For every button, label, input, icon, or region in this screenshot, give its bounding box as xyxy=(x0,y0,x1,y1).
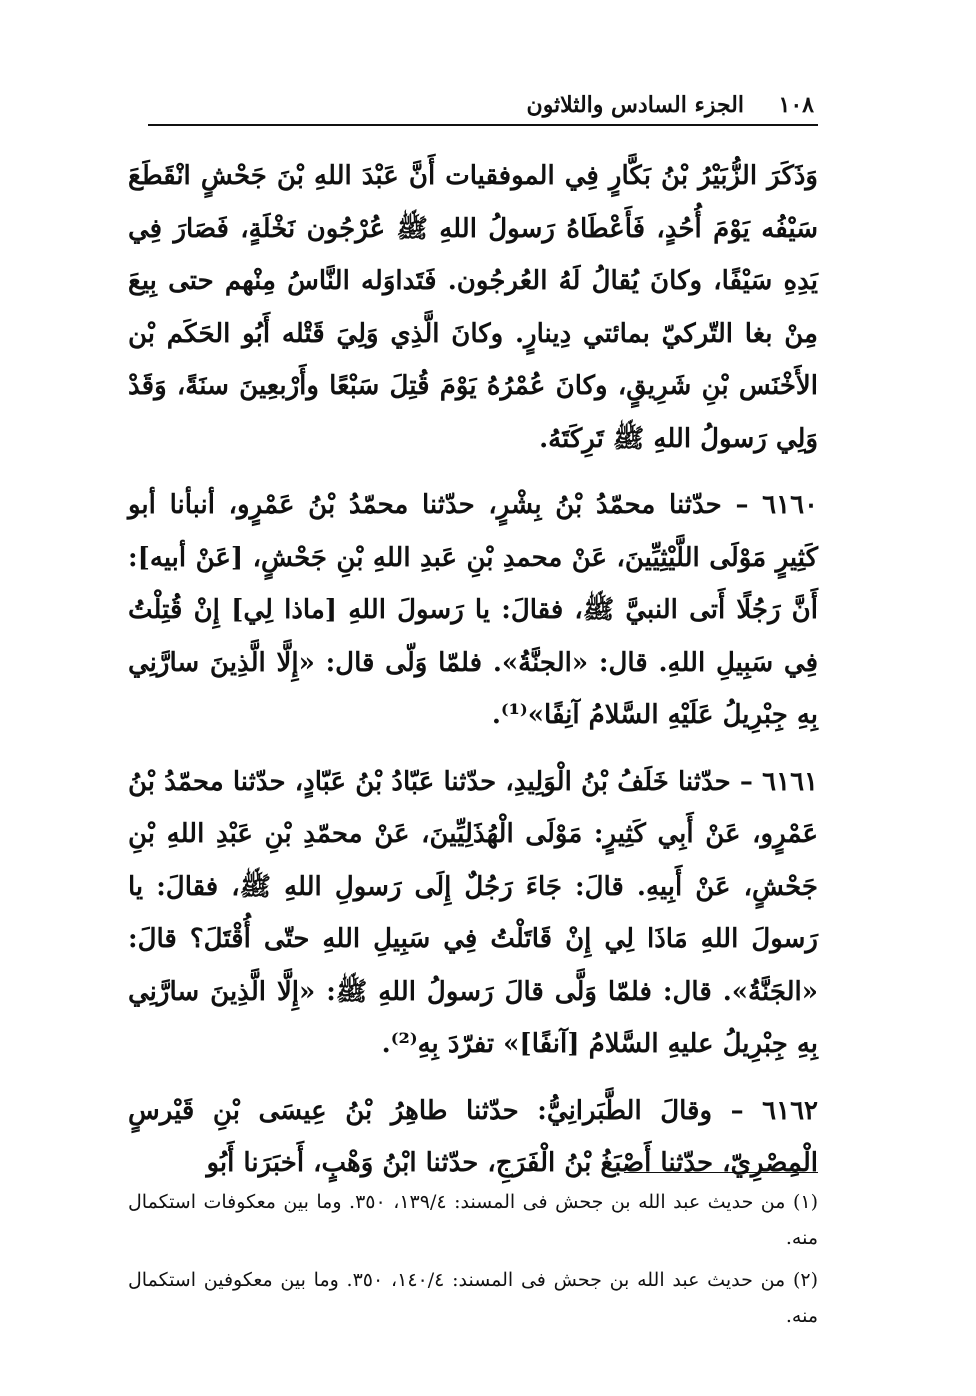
footnote-1: (١) من حديث عبد الله بن جحش فى المسند: ١٣٩/٤، ٣٥٠. وما بين معكوفات استكمال منه. xyxy=(128,1191,819,1249)
paragraph-intro: وَذَكَرَ الزُّبَيْرُ بْنُ بَكَّارٍ فِي الموفقيات أَنَّ عَبْدَ اللهِ بْنَ جَحْشٍ انْقَطَعَ سَيْفُه يَوْمَ أُحُدٍ، فَأَعْطَاهُ رَسولُ اللهِ ﷺ عُرْجُون نَخْلَةٍ، فَصَارَ فِي يَدِهِ سَيْفًا، وكانَ يُقالُ لَهُ العُرجُون. فَتَداوَله النَّاسُ مِنْهم حتى بِيعَ مِنْ بغا التّركيّ بمائتي دِينارٍ. وكانَ الَّذِي وَلِيَ قَتْله أَبُو الحَكَم بْن الأَخْنَس بْنِ شَرِيقٍ، وكانَ عُمْرُهُ يَوْمَ قُتِلَ سَبْعًا وأَرْبعِينَ سنَةً، وَقَدْ وَلِي رَسولُ اللهِ ﷺ تَرِكَتَهُ. xyxy=(128,161,818,454)
paragraph-hadith-6160: ٦١٦٠ – حدّثنا محمّدُ بْنُ بِشْرٍ، حدّثنا محمّدُ بْنُ عَمْرٍو، أنبأنا أبو كَثِيرٍ مَوْلَى اللَّيْثِيِّينَ، عَنْ محمدِ بْنِ عَبدِ اللهِ بْنِ جَحْشٍ، [عَنْ أبيه]: أَنَّ رَجُلًا أَتى النبيَّ ﷺ، فقالَ: يا رَسولَ اللهِ [ماذا لِي] إِنْ قُتِلْتُ فِي سَبِيلِ اللهِ. قال: «الجنَّةُ». فلمّا وَلّى قال: «إِلَّا الَّذِينَ سارَّنِي بِهِ جِبْرِيلُ عَلَيْهِ السَّلامُ آنِفًا»⁽¹⁾. xyxy=(128,490,818,730)
footnotes xyxy=(128,1184,818,1340)
footnote-divider xyxy=(624,1172,818,1173)
page-number: ١٠٨ xyxy=(778,92,814,118)
running-title: الجزء السادس والثلاثون xyxy=(526,92,744,118)
page-header xyxy=(148,86,814,126)
paragraph-hadith-6162: ٦١٦٢ – وقالَ الطَّبَرانِيُّ: حدّثنا طاهِرُ بْنُ عِيسَى بْنِ قَيْرسٍ الْمِصْرِيّ، حدّثنا أَصْبَغُ بْنُ الْفَرَجِ، حدّثنا ابْنُ وَهْبٍ، أَخبَرَنا أَبُو xyxy=(128,1095,818,1178)
header-divider xyxy=(148,124,818,126)
footnote-2: (٢) من حديث عبد الله بن جحش فى المسند: ١٤٠/٤، ٣٥٠. وما بين معكوفين استكمال منه. xyxy=(128,1269,819,1327)
paragraph-hadith-6161: ٦١٦١ – حدّثنا خَلَفُ بْنُ الْوَلِيدِ، حدّثنا عَبّادُ بْنُ عَبّادٍ، حدّثنا محمّدُ بْنُ عَمْرٍو، عَنْ أَبِي كَثِيرٍ: مَوْلَى الْهُذَلِيِّينَ، عَنْ محمّدِ بْنِ عَبْدِ اللهِ بْنِ جَحْشٍ، عَنْ أَبِيهِ. قالَ: جَاءَ رَجُلٌ إِلَى رَسولِ اللهِ ﷺ، فقالَ: يا رَسولَ اللهِ مَاذَا لِي إِنْ قَاتَلْتُ فِي سَبِيلِ اللهِ حتّى أُقْتَلَ؟ قالَ: «الجَنَّةُ». قال: فلمّا وَلَّى قالَ رَسولُ اللهِ ﷺ: «إِلَّا الَّذِينَ سارَّنِي بِهِ جِبْرِيلُ عليهِ السَّلامُ [آنفًا]» تفرّدَ بِهِ⁽²⁾. xyxy=(128,766,818,1059)
main-text xyxy=(128,150,818,1204)
